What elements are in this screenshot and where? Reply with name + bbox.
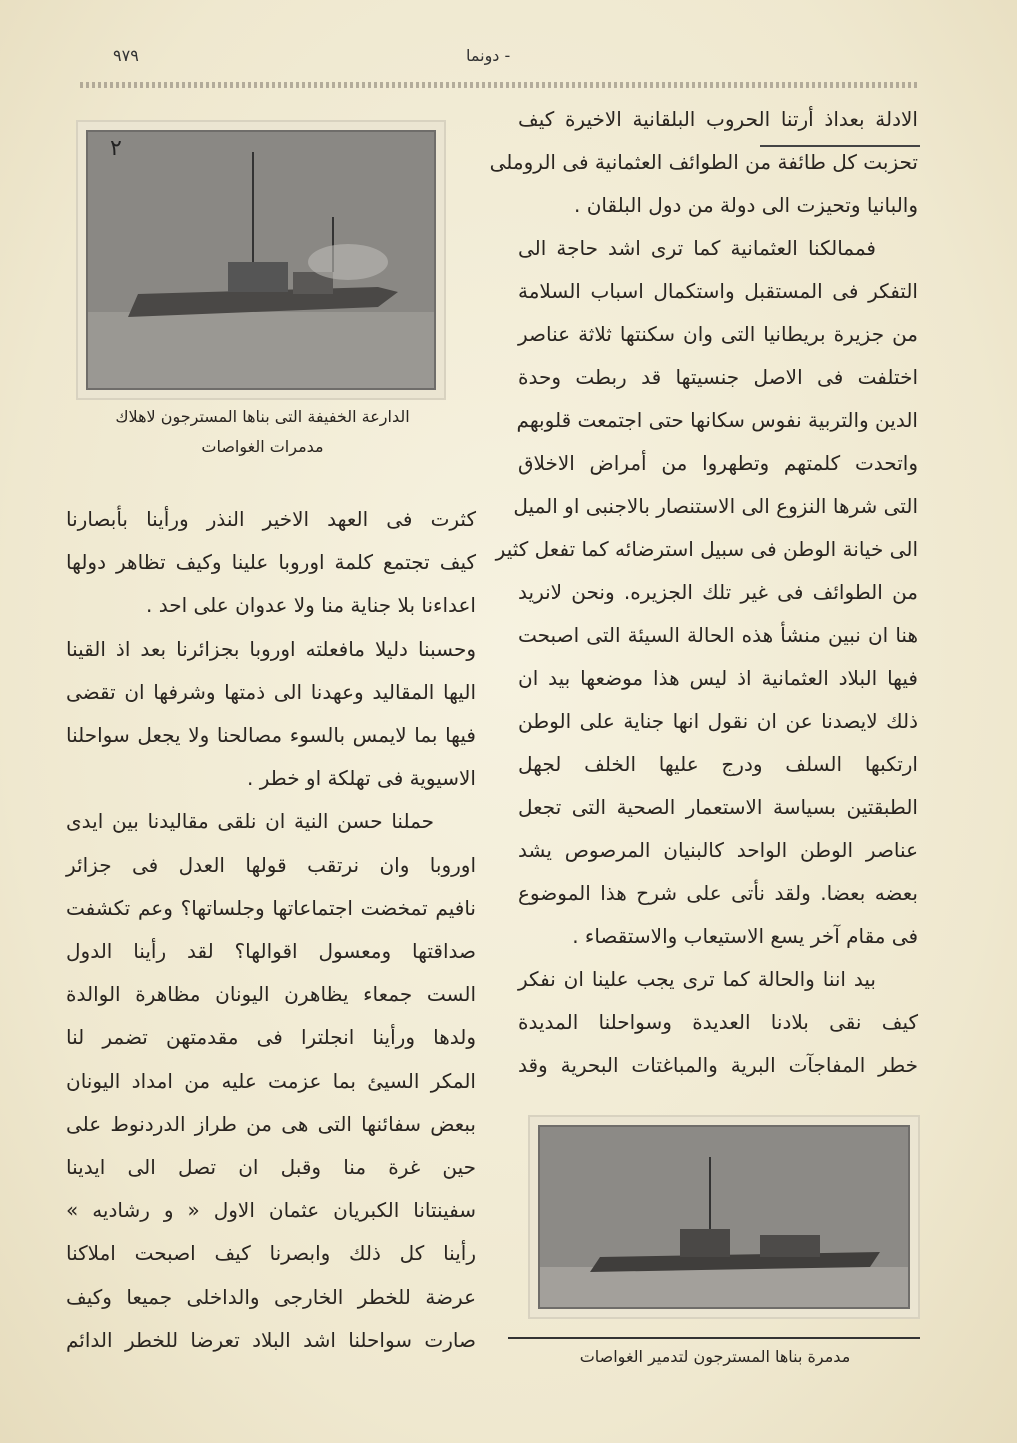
figure-caption: الدارعة الخفيفة التى بناها المسترجون لاهلاك [115, 407, 410, 426]
figure-caption: مدمرات الغواصات [201, 437, 324, 456]
text-line: حملنا حسن النية ان نلقى مقاليدنا بين ايدى [66, 809, 434, 834]
text-line: واتحدت كلمتهم وتطهروا من أمراض الاخلاق [518, 451, 918, 475]
text-line: اختلفت فى الاصل جنسيتها قد ربطت وحدة [518, 365, 918, 389]
text-line: حين غرة منا وقبل ان تصل الى ايدينا [66, 1155, 476, 1179]
text-line: ببعض سفائنها التى هى من طراز الدردنوط على [66, 1111, 476, 1136]
text-line: وحسبنا دليلا مافعلته اوروبا بجزائرنا بعد اذ القينا [66, 636, 476, 661]
text-line: كيف نقى بلادنا العديدة وسواحلنا المديدة [518, 1010, 918, 1034]
text-line: والبانيا وتحيزت الى دولة من دول البلقان . [574, 193, 918, 217]
text-line: صارت سواحلنا اشد البلاد تعرضا للخطر الدائم [66, 1327, 476, 1352]
text-line: صداقتها ومعسول اقوالها؟ لقد رأينا الدول [66, 939, 476, 963]
text-line: المكر السيئ بما عزمت عليه من امداد اليونان [66, 1068, 476, 1093]
text-line: تحزبت كل طائفة من الطوائف العثمانية فى الروملى [489, 150, 918, 174]
text-line: بيد اننا والحالة كما ترى يجب علينا ان نفكر [518, 967, 876, 991]
text-line: الطبقتين بسياسة الاستعمار الصحية التى تجعل [518, 795, 918, 819]
text-line: كيف تجتمع كلمة اوروبا علينا وكيف تظاهر دولها [66, 550, 476, 575]
text-line: الادلة بعداذ أرتنا الحروب البلقانية الاخيرة كيف [518, 107, 918, 131]
page-number: ٩٧٩ [113, 46, 139, 65]
photo-light-cruiser [76, 120, 446, 400]
text-line: الى خيانة الوطن فى سبيل استرضائه كما تفعل كثير [495, 537, 918, 561]
caption-rule [508, 1337, 920, 1339]
text-line: الست جمعاء يظاهرن اليونان مظاهرة الوالدة [66, 982, 476, 1007]
text-line: من الطوائف فى غير تلك الجزيره. ونحن لانريد [518, 580, 918, 604]
text-line: فى مقام آخر يسع الاستيعاب والاستقصاء . [572, 924, 918, 948]
text-line: الاسيوية فى تهلكة او خطر . [247, 766, 476, 791]
text-line: رأينا كل ذلك وابصرنا كيف اصبحت املاكنا [66, 1241, 476, 1266]
text-line: خطر المفاجآت البرية والمباغتات البحرية وقد [518, 1053, 918, 1077]
text-line: سفينتانا الكبريان عثمان الاول « و رشاديه » [66, 1198, 476, 1223]
text-line: ولدها ورأينا انجلترا فى مقدمتهن تضمر لنا [66, 1025, 476, 1050]
header-rule [80, 82, 920, 88]
text-line: فممالكنا العثمانية كما ترى اشد حاجة الى [518, 236, 876, 260]
text-line: اوروبا وان نرتقب قولها العدل فى جزائر [66, 852, 476, 877]
figure-number: ٢ [110, 136, 122, 161]
running-title: دونما - [466, 46, 511, 65]
text-line: التفكر فى المستقبل واستكمال اسباب السلامة [518, 279, 918, 303]
text-line: بعضه بعضا. ولقد نأتى على شرح هذا الموضوع [518, 881, 918, 905]
text-line: هنا ان نبين منشأ هذه الحالة السيئة التى اصبحت [518, 623, 918, 647]
text-line: ذلك لايصدنا عن ان نقول انها جناية على الوطن [518, 709, 918, 733]
text-line: اعداءنا بلا جناية منا ولا عدوان على احد . [146, 593, 476, 618]
text-line: من جزيرة بريطانيا التى وان سكنتها ثلاثة عناصر [518, 322, 918, 346]
text-line: الدين والتربية نفوس سكانها حتى اجتمعت قلوبهم [516, 408, 918, 432]
text-line: فيها بما لايمس بالسوء مصالحنا ولا يجعل سواحلنا [66, 723, 476, 747]
photo-destroyer [528, 1115, 920, 1319]
text-line: ارتكبها السلف ودرج عليها الخلف لجهل [518, 752, 918, 776]
text-line: عرضة للخطر الخارجى والداخلى جميعا وكيف [66, 1284, 476, 1309]
text-line: اليها المقاليد وعهدنا الى ذمتها وشرفها ان تقضى [66, 679, 476, 704]
text-line: عناصر الوطن الواحد كالبنيان المرصوص يشد [518, 838, 918, 862]
figure-caption: مدمرة بناها المسترجون لتدمير الغواصات [579, 1347, 851, 1366]
text-line: فيها البلاد العثمانية اذ ليس هذا موضعها بيد ان [518, 666, 918, 690]
text-line: التى شرها النزوع الى الاستنصار بالاجنبى او الميل [513, 494, 918, 518]
text-line: كثرت فى العهد الاخير النذر ورأينا بأبصارنا [66, 507, 476, 531]
text-line: نافيم تمخضت اجتماعاتها وجلساتها؟ وعم تكشفت [66, 895, 476, 920]
